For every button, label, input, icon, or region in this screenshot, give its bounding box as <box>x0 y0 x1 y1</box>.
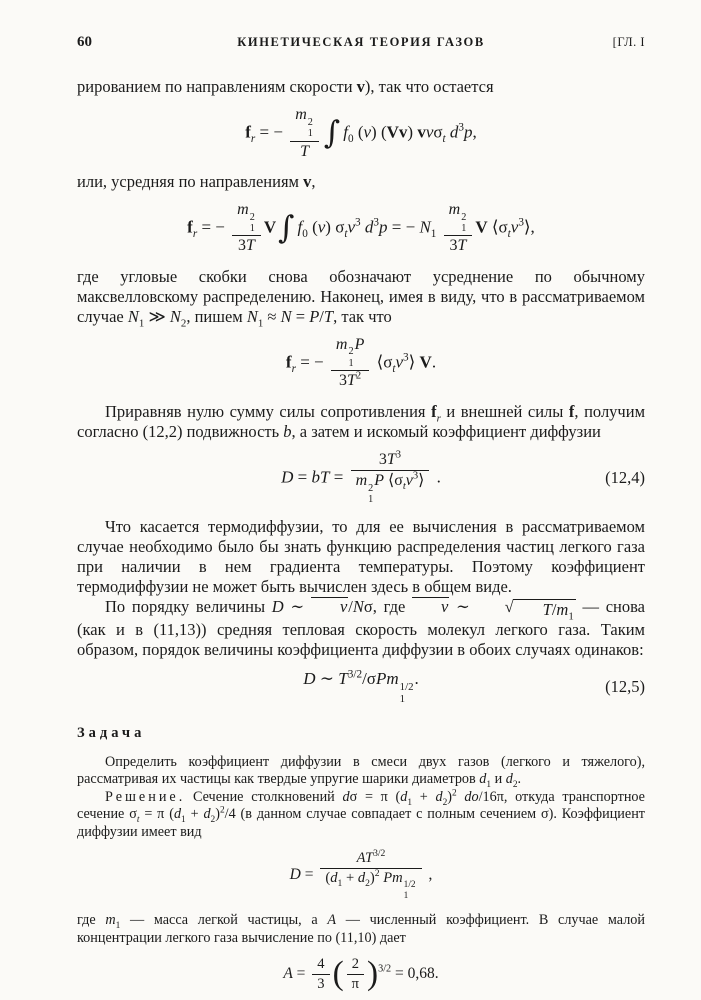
equation-fr-integral: $f_r$ = − m 2 1 T ∫ $f_0$ (v) (Vv) vvσ$_t$ $d^3p$, <box>245 106 477 160</box>
paragraph-equating: Приравняв нулю сумму силы сопротивления $f_r$ и внешней силы f, получим согласно (12,2) подвижность b, а затем и искомый коэффициент диффузии <box>77 401 646 441</box>
chapter-label: [ГЛ. I <box>612 35 645 49</box>
paragraph-intro: рированием по направлениям скорости v), так что остается <box>77 77 494 96</box>
task-section <box>77 754 645 993</box>
equation-task-diffusion: D = $AT^{3/2}$ $(d_1 + d_2)^2$ Pm 1/2 1 , <box>289 848 433 901</box>
paragraph-solution: Решение. Сечение столкновений dσ = π $(d_1 + d_2)^2$ do/16π, откуда транспортное сечение $\sigma_t = \pi$ $(d_1 + d_2)^2/4$ (в данном случае совпадает с полным сечением σ). Коэффициент диффузии имеет вид <box>77 788 645 840</box>
equation-12-4: D = bT = $3T^3$ m 2 1 P $⟨\sigma_tv^3⟩$ . (12,4) <box>281 449 645 506</box>
paragraph-or-averaging: или, усредняя по направлениям v, <box>77 171 316 191</box>
equation-number: (12,4) <box>605 468 645 488</box>
task-heading: Задача <box>77 724 146 741</box>
paragraph-order-of-magnitude: По порядку величины D ∼ v/Nσ, где v ∼ √ $T/m_1$ — снова (как и в (11,13)) средняя тепловая скорость молекул легкого газа. Таким образом, порядок величины коэффициента диффузии в обоих случаях одинаков: <box>77 596 646 659</box>
paragraph-thermodiffusion: Что касается термодиффузии, то для ее вычисления в рассматриваемом случае необходимо было бы знать функцию распределения частиц легкого газа при наличии в нем градиента температуры. Поэтому коэффициент термодиффузии не может быть вычислен здесь в общем виде. <box>77 516 645 596</box>
equation-number: (12,5) <box>605 676 645 696</box>
equation-fr-averaged: $f_r$ = − m 2 1 3T V∫ $f_0$ (v) $\sigma_tv^3$ $d^3p$ = − $N_1$ m 2 1 3T V $⟨\sigma_tv^3⟩$, <box>187 200 535 255</box>
equation-fr-final: $f_r$ = − m 2 1 P $3T^2$ $⟨\sigma_tv^3⟩$ V. <box>285 335 437 390</box>
equation-12-5: D ∼ $T^{3/2}$/σPm 1/2 1 . (12,5) <box>303 667 645 705</box>
equation-coefficient-value: A = $\frac{4}{3}$ ( $\frac{2}{\pi}$ )$^{3/2}$ = 0,68. <box>283 955 439 993</box>
paragraph-coefficient-note: где $m_1$ — масса легкой частицы, а A — численный коэффициент. В случае малой концентрации легкого газа вычисление по (11,10) дает <box>77 912 645 946</box>
paragraph-angle-brackets: где угловые скобки снова обозначают усреднение по обычному максвелловскому распределению. Наконец, имея в виду, что в рассматриваемом случае $N_1$ ≫ $N_2$, пишем $N_1 \approx N = P/T$, так что <box>77 266 645 330</box>
paragraph-problem: Определить коэффициент диффузии в смеси двух газов (легкого и тяжелого), рассматривая их частицы как твердые упругие шарики диаметров $d_1$ и $d_2$. <box>77 753 645 791</box>
running-title: КИНЕТИЧЕСКАЯ ТЕОРИЯ ГАЗОВ <box>237 35 485 49</box>
page-header <box>77 34 645 51</box>
page-number: 60 <box>77 34 92 50</box>
